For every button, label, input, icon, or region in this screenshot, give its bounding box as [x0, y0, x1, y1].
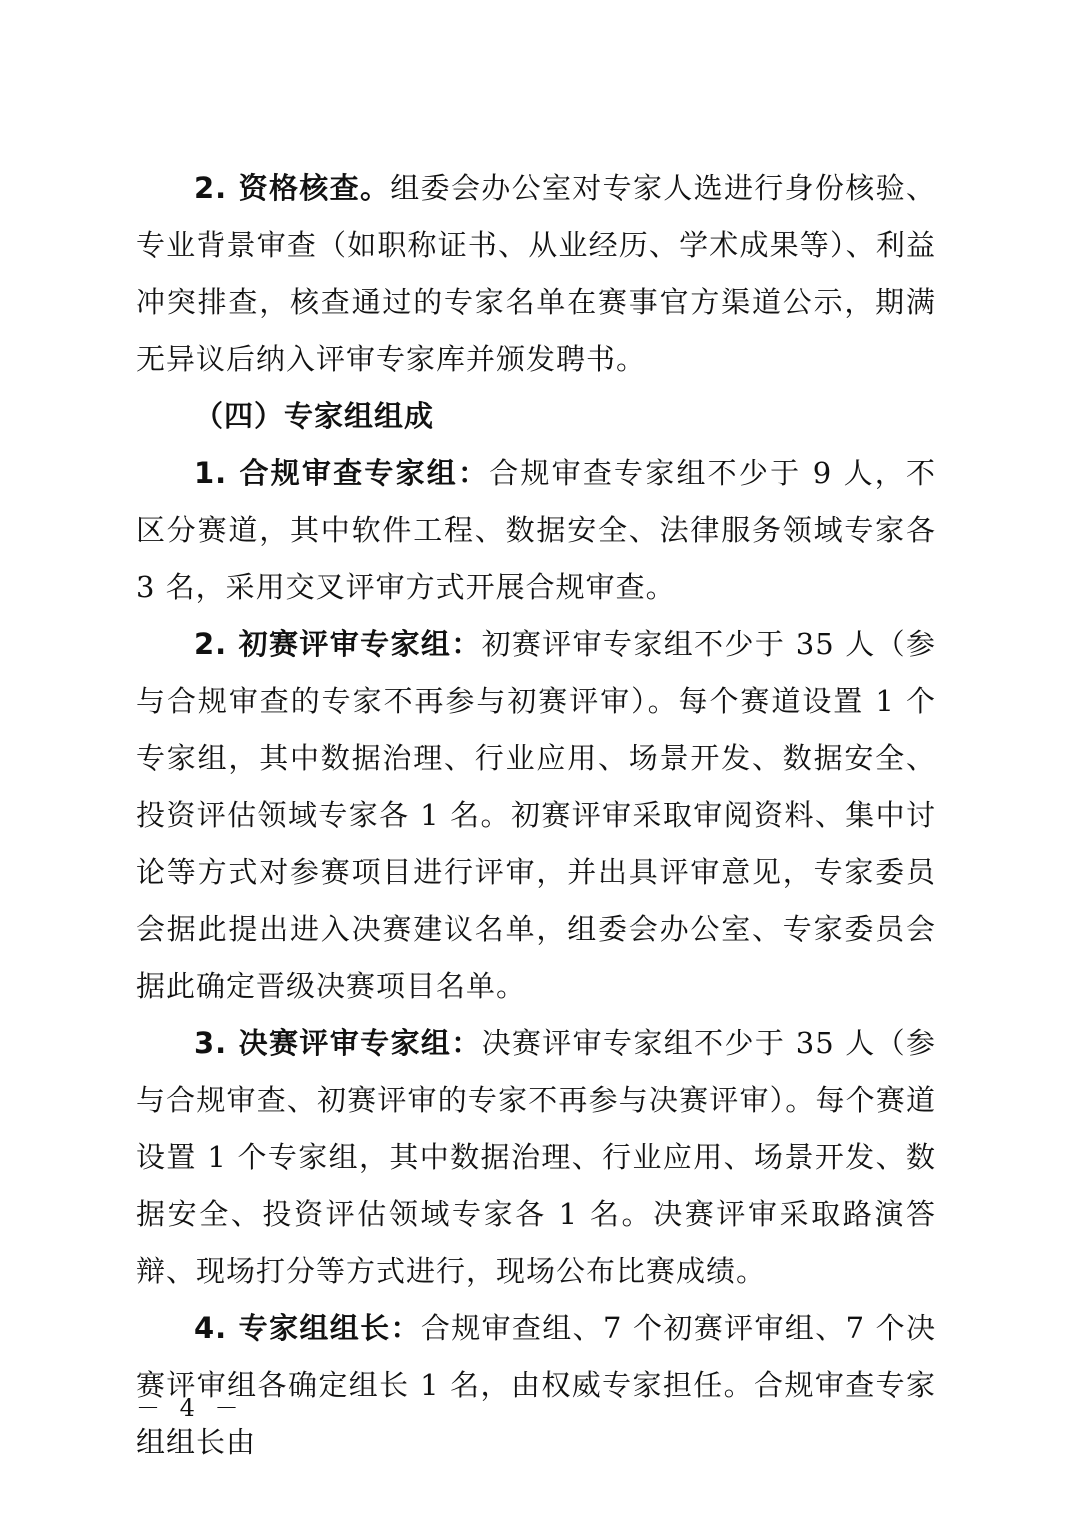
paragraph-final-review-group [136, 1015, 936, 1300]
section-heading [136, 388, 936, 445]
paragraph-lead: 1. 合规审查专家组： [194, 456, 490, 490]
paragraph-lead: 2. 初赛评审专家组： [194, 627, 482, 661]
paragraph-text: 组委会办公室对专家人选进行身份核验、专业背景审查（如职称证书、从业经历、学术成果等）、利益冲突排查，核查通过的专家名单在赛事官方渠道公示，期满无异议后纳入评审专家库并颁发聘书。 [136, 171, 936, 376]
paragraph-text: 初赛评审专家组不少于 35 人（参与合规审查的专家不再参与初赛评审）。每个赛道设置 1 个专家组，其中数据治理、行业应用、场景开发、数据安全、投资评估领域专家各 1 名。初赛评审采取审阅资料、集中讨论等方式对参赛项目进行评审，并出具评审意见，专家委员会据此提出进入决赛建议名单，组委会办公室、专家委员会据此确定晋级决赛项目名单。 [136, 627, 936, 1003]
document-body [136, 160, 936, 1471]
paragraph-preliminary-review-group [136, 616, 936, 1015]
paragraph-compliance-review-group [136, 445, 936, 616]
paragraph-group-leader [136, 1300, 936, 1471]
paragraph-lead: 3. 决赛评审专家组： [194, 1026, 482, 1060]
paragraph-text: 合规审查组、7 个初赛评审组、7 个决赛评审组各确定组长 1 名，由权威专家担任。合规审查专家组组长由 [136, 1311, 936, 1459]
section-heading-text: （四）专家组组成 [194, 399, 435, 433]
paragraph-lead: 2. 资格核查。 [194, 171, 391, 205]
page-number: － 4 － [136, 1394, 245, 1422]
paragraph-text: 决赛评审专家组不少于 35 人（参与合规审查、初赛评审的专家不再参与决赛评审）。每个赛道设置 1 个专家组，其中数据治理、行业应用、场景开发、数据安全、投资评估领域专家各 1 名。决赛评审采取路演答辩、现场打分等方式进行，现场公布比赛成绩。 [136, 1026, 936, 1288]
paragraph-lead: 4. 专家组组长： [194, 1311, 421, 1345]
paragraph-text: 合规审查专家组不少于 9 人，不区分赛道，其中软件工程、数据安全、法律服务领域专家各 3 名，采用交叉评审方式开展合规审查。 [136, 456, 937, 604]
paragraph-qualification-check [136, 160, 936, 388]
